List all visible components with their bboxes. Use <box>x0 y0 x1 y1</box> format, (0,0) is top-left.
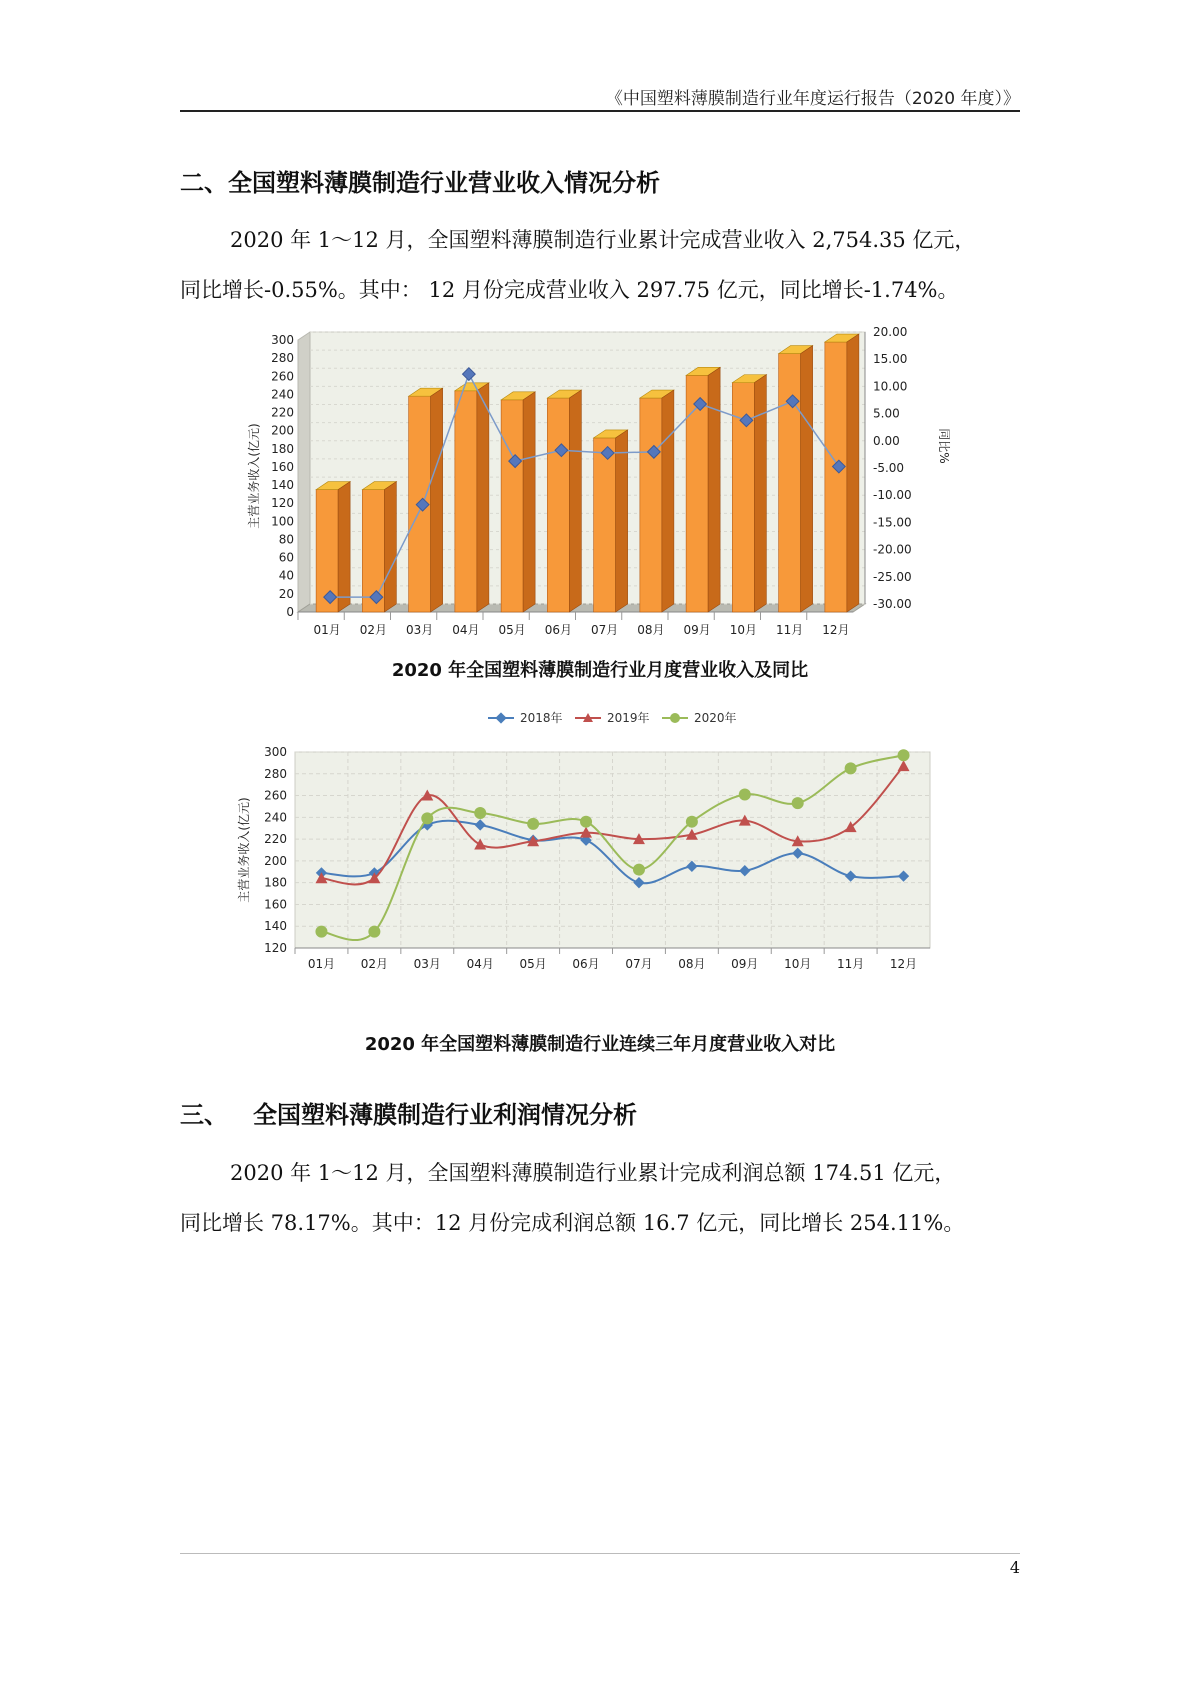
x-tick-label: 11月 <box>836 957 865 971</box>
legend-label: 2018年 <box>520 711 563 725</box>
y2-tick-label: 10.00 <box>873 379 908 394</box>
x-tick-label: 09月 <box>683 623 711 637</box>
x-tick-label: 01月 <box>307 957 336 971</box>
section-2-heading: 二、全国塑料薄膜制造行业营业收入情况分析 <box>180 169 660 197</box>
bar <box>547 398 569 612</box>
page-number: 4 <box>1009 1558 1020 1577</box>
y-tick-label: 100 <box>271 514 294 529</box>
y2-tick-label: -20.00 <box>873 542 912 557</box>
x-tick-label: 06月 <box>544 623 573 637</box>
section-3-line-2: 同比增长 78.17%。其中：12 月份完成利润总额 16.7 亿元，同比增长 254.11%。 <box>180 1211 965 1235</box>
x-tick-label: 12月 <box>822 623 850 637</box>
x-tick-label: 03月 <box>405 623 434 637</box>
revenue-bar-chart <box>240 320 970 650</box>
x-tick-label: 01月 <box>313 623 341 637</box>
y-tick-label: 140 <box>264 919 287 934</box>
y-tick-label: 0 <box>286 605 294 619</box>
y2-tick-label: -5.00 <box>873 461 905 475</box>
y-tick-label: 280 <box>271 351 294 366</box>
bar <box>825 342 847 612</box>
x-tick-label: 02月 <box>360 957 389 971</box>
bar <box>455 391 477 612</box>
y2-tick-label: 0.00 <box>873 433 900 448</box>
bar-side <box>801 346 813 612</box>
legend-label: 2020年 <box>694 711 737 725</box>
series-marker <box>633 864 645 876</box>
x-tick-label: 12月 <box>889 957 918 971</box>
bar <box>594 438 616 612</box>
x-tick-label: 08月 <box>678 957 706 971</box>
bar <box>501 400 523 612</box>
bar-side <box>616 430 628 612</box>
section-3-heading-number: 三、 <box>180 1101 228 1129</box>
x-tick-label: 08月 <box>637 623 665 637</box>
y-tick-label: 60 <box>278 550 294 565</box>
x-tick-label: 09月 <box>731 957 759 971</box>
y-tick-label: 280 <box>264 766 287 781</box>
y-tick-label: 240 <box>271 387 294 402</box>
legend-marker <box>495 712 506 723</box>
x-tick-label: 06月 <box>572 957 600 971</box>
x-tick-label: 05月 <box>498 623 526 637</box>
series-marker <box>527 818 539 830</box>
bar-side <box>338 482 350 612</box>
x-tick-label: 04月 <box>466 957 494 971</box>
series-marker <box>421 812 433 824</box>
legend-marker <box>670 713 680 723</box>
y-tick-label: 200 <box>264 853 287 868</box>
bar-side <box>754 375 766 612</box>
section-3-line-1: 2020 年 1～12 月，全国塑料薄膜制造行业累计完成利润总额 174.51 亿元， <box>230 1161 956 1185</box>
y2-tick-label: -30.00 <box>873 597 912 611</box>
chart-1-caption: 2020 年全国塑料薄膜制造行业月度营业收入及同比 <box>391 660 809 681</box>
bar <box>640 398 662 612</box>
section-2-line-1: 2020 年 1～12 月，全国塑料薄膜制造行业累计完成营业收入 2,754.35 亿元， <box>230 228 976 252</box>
bar-side <box>662 390 674 612</box>
x-tick-label: 03月 <box>413 957 441 971</box>
series-marker <box>686 816 698 828</box>
y-tick-label: 200 <box>271 423 294 438</box>
y-tick-label: 180 <box>264 875 287 890</box>
y2-tick-label: 15.00 <box>873 352 908 367</box>
running-header: 《中国塑料薄膜制造行业年度运行报告（2020 年度）》 <box>605 89 1020 109</box>
series-marker <box>845 762 857 774</box>
legend-label: 2019年 <box>607 711 650 725</box>
x-tick-label: 05月 <box>519 957 547 971</box>
bar-side <box>847 334 859 612</box>
section-3-paragraph <box>180 1148 1020 1248</box>
y-tick-label: 260 <box>271 369 294 384</box>
bar <box>779 354 801 612</box>
plot-left-wall <box>298 332 310 612</box>
series-marker <box>898 749 910 761</box>
bar-side <box>523 392 535 612</box>
y-tick-label: 80 <box>278 532 294 547</box>
chart-2-caption: 2020 年全国塑料薄膜制造行业连续三年月度营业收入对比 <box>364 1034 836 1055</box>
x-tick-label: 04月 <box>452 623 480 637</box>
header-rule <box>180 110 1020 112</box>
x-tick-label: 07月 <box>590 623 619 637</box>
y2-tick-label: -15.00 <box>873 515 912 530</box>
series-marker <box>474 807 486 819</box>
y-axis-label: 主营业务收入(亿元) <box>247 423 261 529</box>
bar <box>686 375 708 612</box>
y-tick-label: 260 <box>264 788 287 803</box>
series-marker <box>315 926 327 938</box>
x-tick-label: 10月 <box>729 623 758 637</box>
y-tick-label: 40 <box>278 568 294 583</box>
section-3-heading: 全国塑料薄膜制造行业利润情况分析 <box>253 1101 637 1129</box>
x-tick-label: 07月 <box>625 957 653 971</box>
y-tick-label: 300 <box>264 745 287 759</box>
y-tick-label: 120 <box>264 941 287 955</box>
section-2-line-2: 同比增长-0.55%。其中： 12 月份完成营业收入 297.75 亿元，同比增长-1.74%。 <box>180 278 959 302</box>
x-tick-label: 10月 <box>784 957 812 971</box>
series-marker <box>739 788 751 800</box>
y2-tick-label: 5.00 <box>873 406 900 421</box>
three-year-line-chart <box>230 700 950 985</box>
y-tick-label: 220 <box>271 405 294 420</box>
y-tick-label: 20 <box>278 586 294 601</box>
y-tick-label: 220 <box>264 832 287 847</box>
section-2-paragraph <box>180 215 1020 315</box>
y-tick-label: 160 <box>264 897 287 912</box>
bar-side <box>708 367 720 612</box>
y-tick-label: 160 <box>271 459 294 474</box>
y2-tick-label: 20.00 <box>873 325 908 339</box>
x-tick-label: 11月 <box>775 623 804 637</box>
bar-side <box>431 388 443 612</box>
y2-tick-label: -25.00 <box>873 569 912 584</box>
y-tick-label: 140 <box>271 478 294 493</box>
y-tick-label: 240 <box>264 810 287 825</box>
bar-side <box>477 383 489 612</box>
y-axis-label: 主营业务收入(亿元) <box>237 797 251 903</box>
bar-side <box>384 482 396 612</box>
y2-tick-label: -10.00 <box>873 488 912 503</box>
series-marker <box>792 797 804 809</box>
x-tick-label: 02月 <box>359 623 388 637</box>
series-marker <box>580 816 592 828</box>
y-tick-label: 120 <box>271 496 294 511</box>
series-marker <box>368 926 380 938</box>
y-tick-label: 180 <box>271 441 294 456</box>
y-tick-label: 300 <box>271 333 294 347</box>
bar-side <box>569 390 581 612</box>
y2-axis-label: 同比% <box>937 428 951 464</box>
footer-rule <box>180 1553 1020 1554</box>
